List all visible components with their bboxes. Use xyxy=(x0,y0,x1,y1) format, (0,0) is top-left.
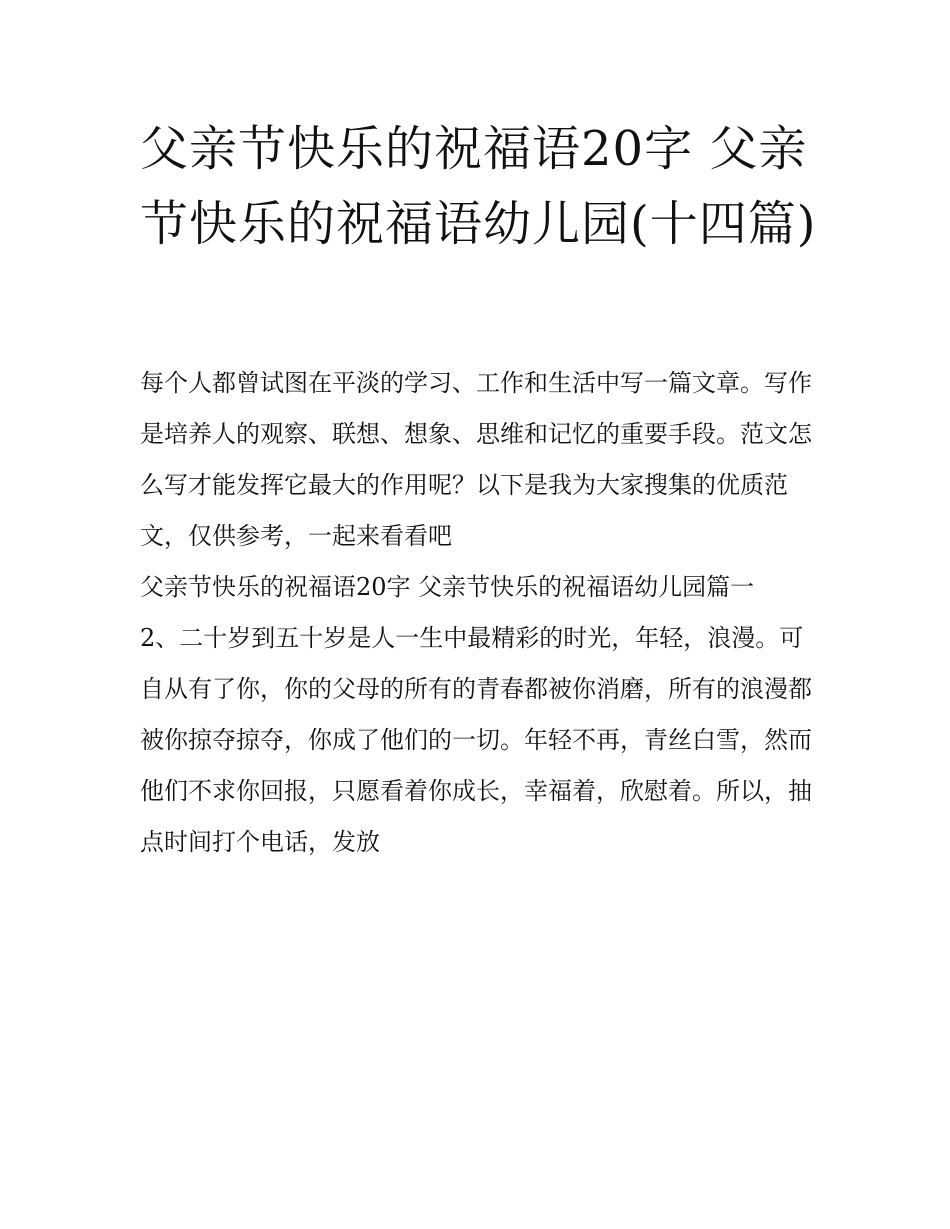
body-paragraph: 2、二十岁到五十岁是人一生中最精彩的时光，年轻，浪漫。可自从有了你，你的父母的所有的青春都被你消磨，所有的浪漫都被你掠夺掠夺，你成了他们的一切。年轻不再，青丝白雪，然而他们不求你回报，只愿看着你成长，幸福着，欣慰着。所以，抽点时间打个电话，发放 xyxy=(140,624,812,856)
section-heading: 父亲节快乐的祝福语20字 父亲节快乐的祝福语幼儿园篇一 xyxy=(140,573,755,601)
document-title: 父亲节快乐的祝福语20字 父亲节快乐的祝福语幼儿园(十四篇) xyxy=(140,121,817,252)
document-body xyxy=(140,358,820,868)
intro-paragraph: 每个人都曾试图在平淡的学习、工作和生活中写一篇文章。写作是培养人的观察、联想、想象、思维和记忆的重要手段。范文怎么写才能发挥它最大的作用呢？以下是我为大家搜集的优质范文，仅供参考，一起来看看吧 xyxy=(140,369,812,550)
